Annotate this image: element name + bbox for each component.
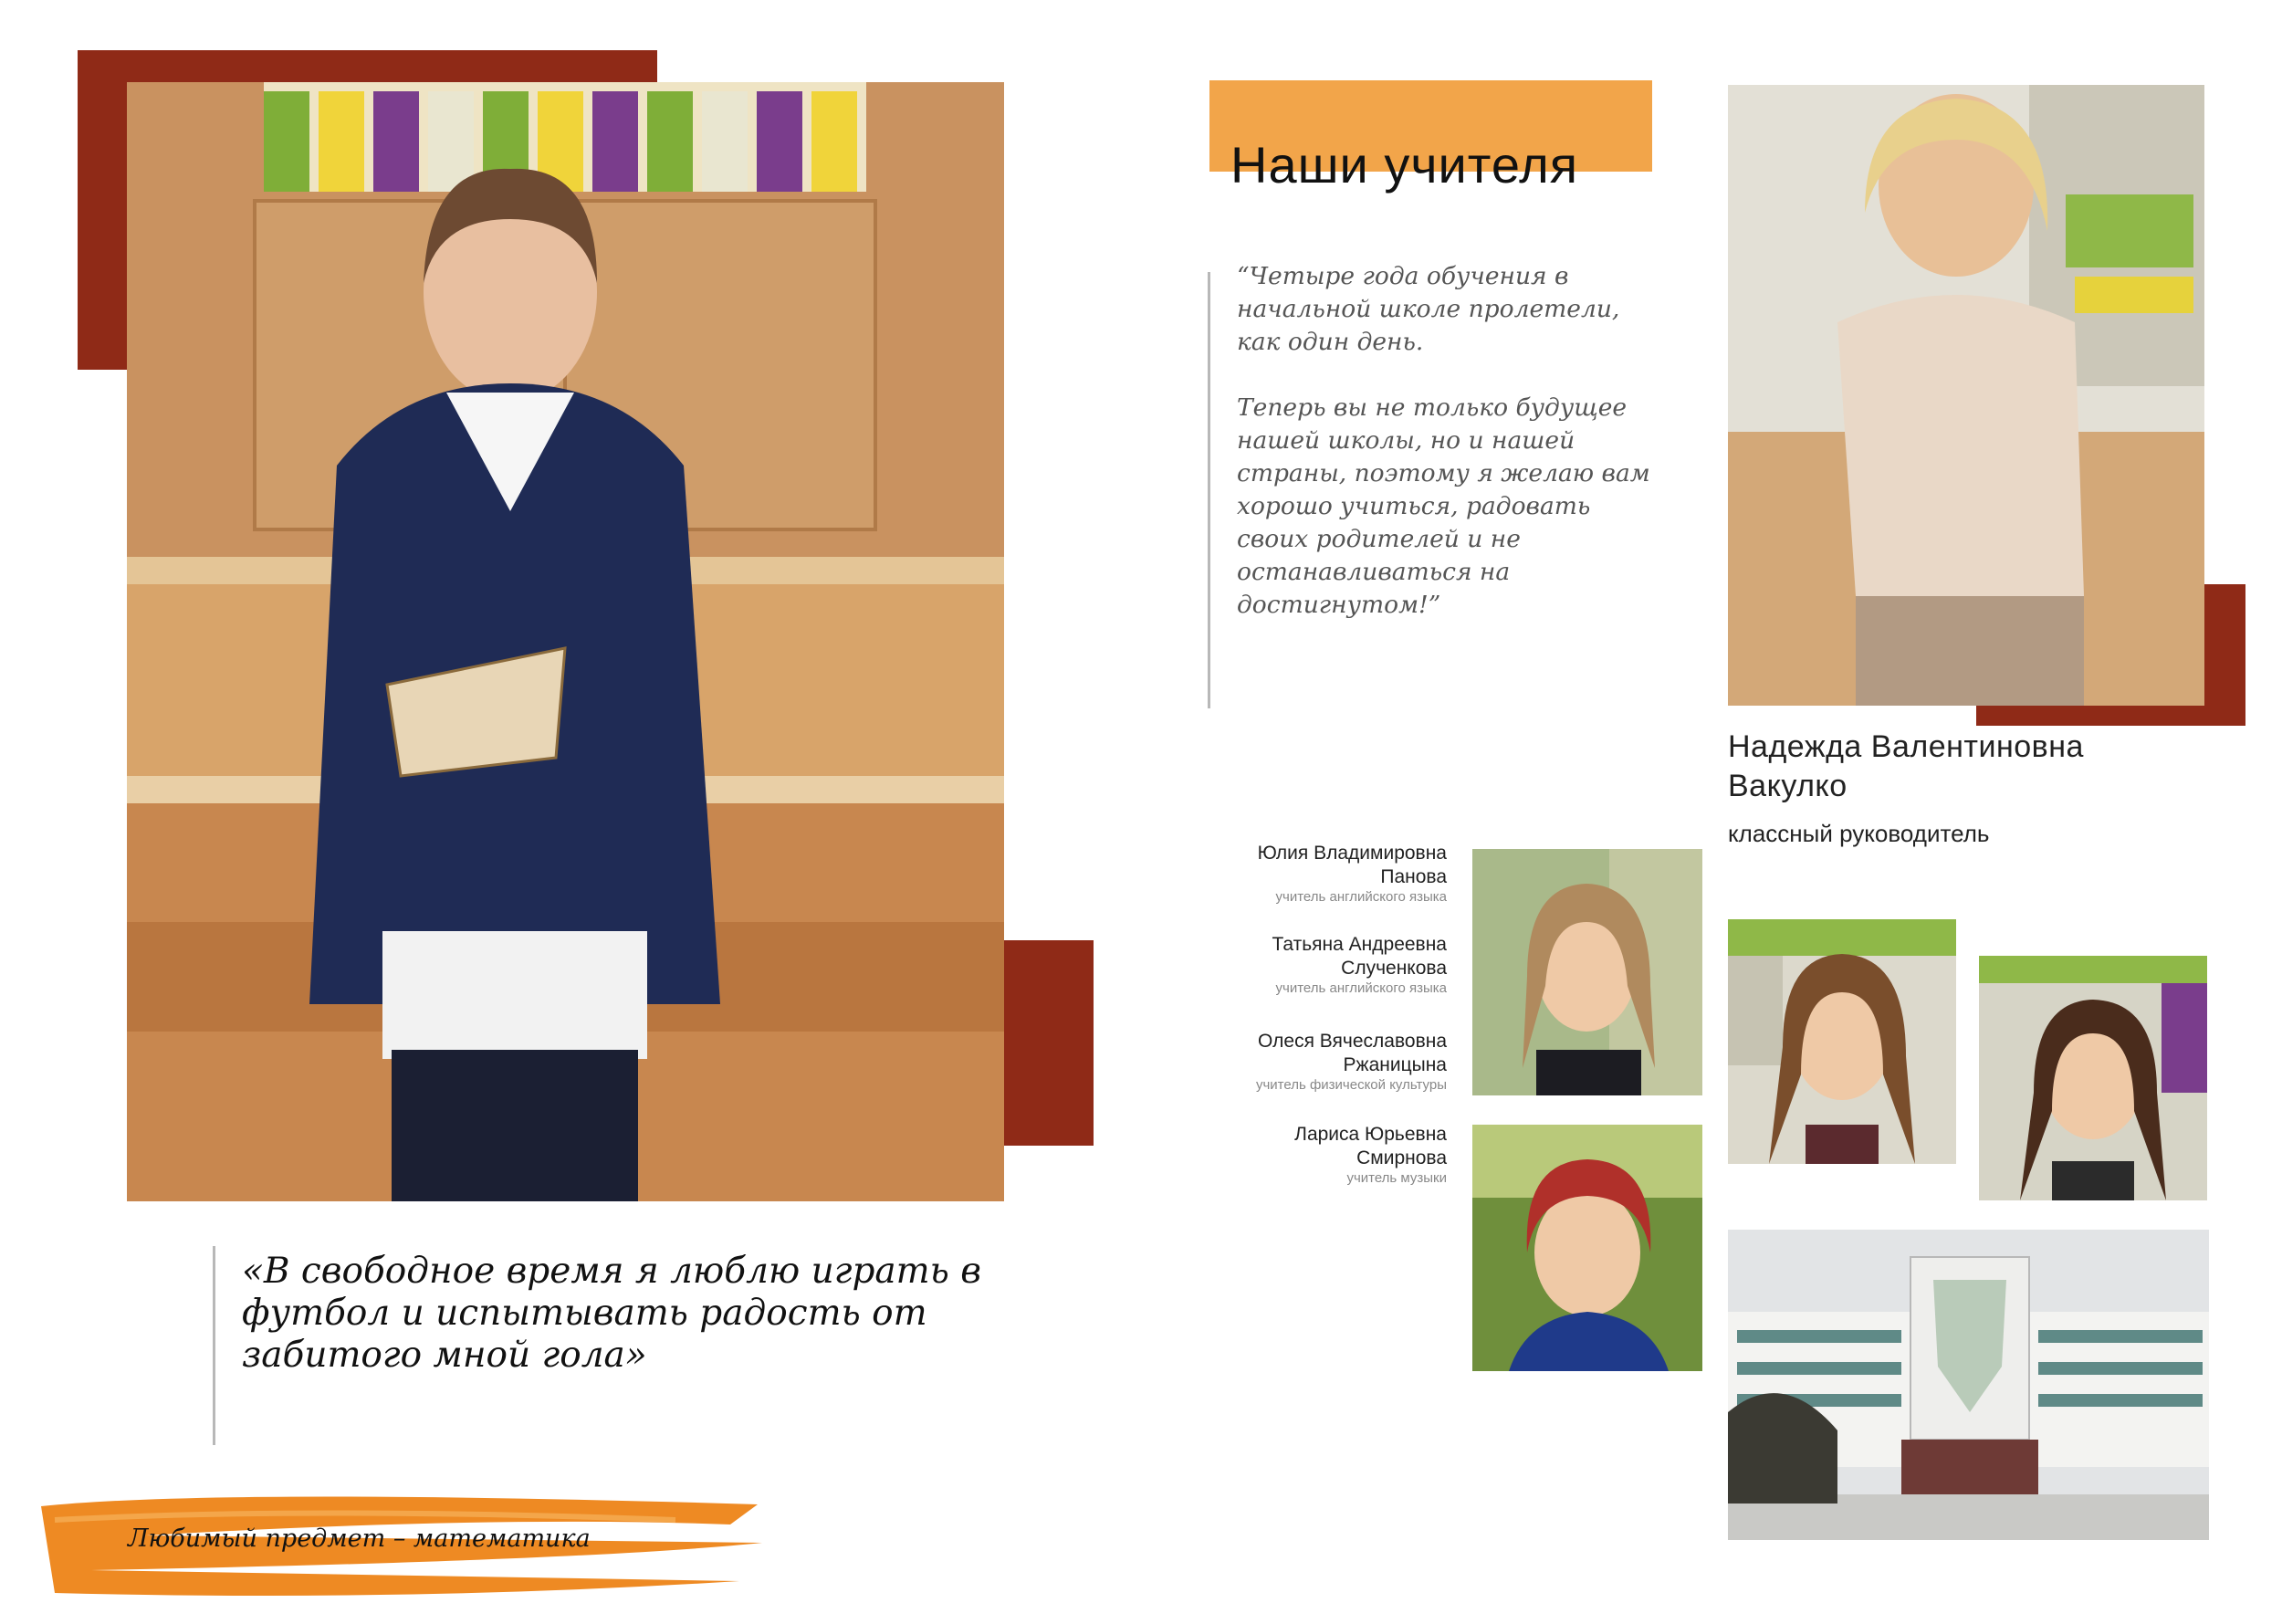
main-teacher-photo [1728, 85, 2204, 706]
student-photo [127, 82, 1004, 1201]
teacher-surname: Панова [1380, 866, 1447, 887]
teacher-name: Татьяна Андреевна [1272, 934, 1447, 955]
teacher-portrait [1979, 956, 2207, 1200]
teacher-portrait [1472, 1125, 1702, 1371]
teacher-role: учитель английского языка [1275, 889, 1447, 905]
teacher-portrait [1728, 919, 1956, 1164]
main-teacher-name-line2: Вакулко [1728, 769, 1848, 803]
main-teacher-role: классный руководитель [1728, 820, 1990, 847]
main-teacher-name [1728, 728, 2084, 806]
teacher-quote-divider [1208, 272, 1210, 708]
favorite-subject: Любимый предмет – математика [128, 1524, 591, 1553]
teacher-entry [1173, 933, 1447, 997]
teacher-entry [1173, 1030, 1447, 1094]
teacher-name: Юлия Владимировна [1257, 843, 1447, 864]
teacher-role: учитель физической культуры [1255, 1077, 1447, 1093]
teacher-quote: “Четыре года обучения в начальной школе пролетели, как один день. Теперь вы не только будущее нашей школы, но и нашей страны, поэтому я желаю вам хорошо учиться, радовать своих родителей и не останавливаться на достигнутом!” [1237, 262, 1650, 619]
teacher-name: Лариса Юрьевна [1294, 1124, 1447, 1145]
teacher-entry [1173, 1123, 1447, 1187]
teacher-surname: Ржаницына [1343, 1054, 1447, 1075]
teacher-portrait [1472, 849, 1702, 1095]
teacher-surname: Слученкова [1341, 958, 1447, 979]
page-title: Наши учителя [1230, 136, 1579, 194]
teacher-surname: Смирнова [1356, 1147, 1447, 1168]
teacher-entry [1173, 842, 1447, 906]
school-building-photo [1728, 1230, 2209, 1540]
teacher-role: учитель английского языка [1275, 980, 1447, 996]
main-teacher-name-line1: Надежда Валентиновна [1728, 729, 2084, 764]
quote-divider [213, 1246, 215, 1445]
teacher-role: учитель музыки [1346, 1170, 1447, 1186]
student-quote: «В свободное время я люблю играть в футбол и испытывать радость от забитого мной гола» [242, 1251, 981, 1376]
teacher-name: Олеся Вячеславовна [1258, 1031, 1447, 1052]
